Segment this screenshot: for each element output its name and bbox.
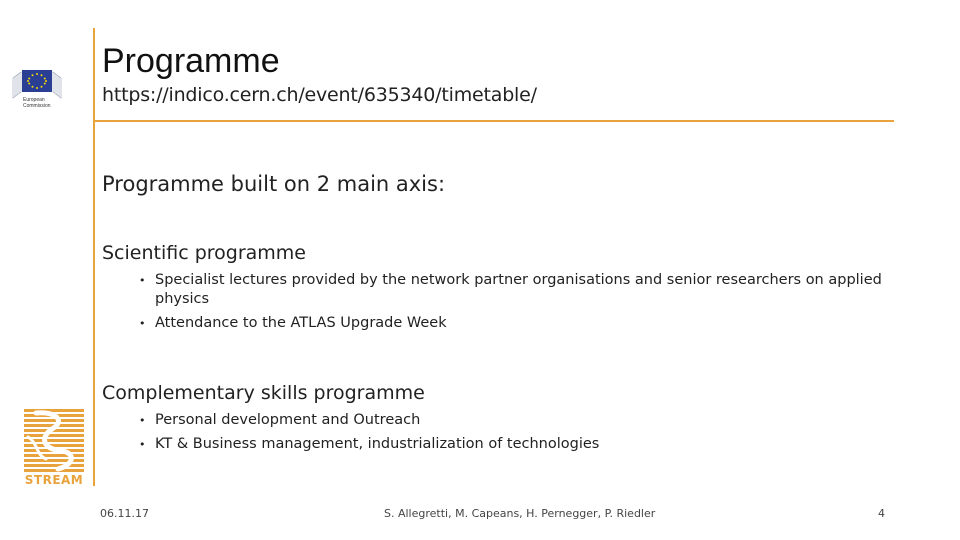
bullet-text: Specialist lectures provided by the network partner organisations and senior researchers on applied physics bbox=[155, 272, 882, 307]
scientific-bullet-list bbox=[137, 271, 897, 338]
stream-logo bbox=[22, 407, 86, 487]
footer-date: 06.11.17 bbox=[100, 507, 149, 520]
list-item bbox=[137, 271, 897, 309]
vertical-accent-line bbox=[93, 28, 95, 486]
bullet-icon: • bbox=[139, 317, 146, 330]
bullet-icon: • bbox=[139, 274, 146, 287]
bullet-icon: • bbox=[139, 414, 146, 427]
page-number: 4 bbox=[878, 507, 885, 520]
list-item bbox=[137, 314, 897, 333]
intro-text: Programme built on 2 main axis: bbox=[102, 172, 446, 196]
footer-authors: S. Allegretti, M. Capeans, H. Pernegger, P. Riedler bbox=[384, 507, 656, 520]
eu-logo-line2: Commission bbox=[23, 103, 51, 109]
slide-title: Programme bbox=[102, 42, 280, 80]
european-commission-logo bbox=[11, 58, 63, 112]
list-item bbox=[137, 411, 897, 430]
section-heading-scientific: Scientific programme bbox=[102, 242, 306, 264]
section-heading-complementary: Complementary skills programme bbox=[102, 382, 425, 404]
timetable-url-link[interactable]: https://indico.cern.ch/event/635340/timetable/ bbox=[102, 84, 537, 106]
horizontal-accent-line bbox=[93, 120, 894, 122]
stream-logo-text: STREAM bbox=[24, 473, 84, 487]
list-item bbox=[137, 435, 897, 454]
bullet-icon: • bbox=[139, 438, 146, 451]
bullet-text: Personal development and Outreach bbox=[155, 412, 421, 428]
complementary-bullet-list bbox=[137, 411, 897, 459]
eu-logo-line1: European bbox=[23, 97, 45, 103]
bullet-text: Attendance to the ATLAS Upgrade Week bbox=[155, 315, 447, 331]
bullet-text: KT & Business management, industrialization of technologies bbox=[155, 436, 600, 452]
